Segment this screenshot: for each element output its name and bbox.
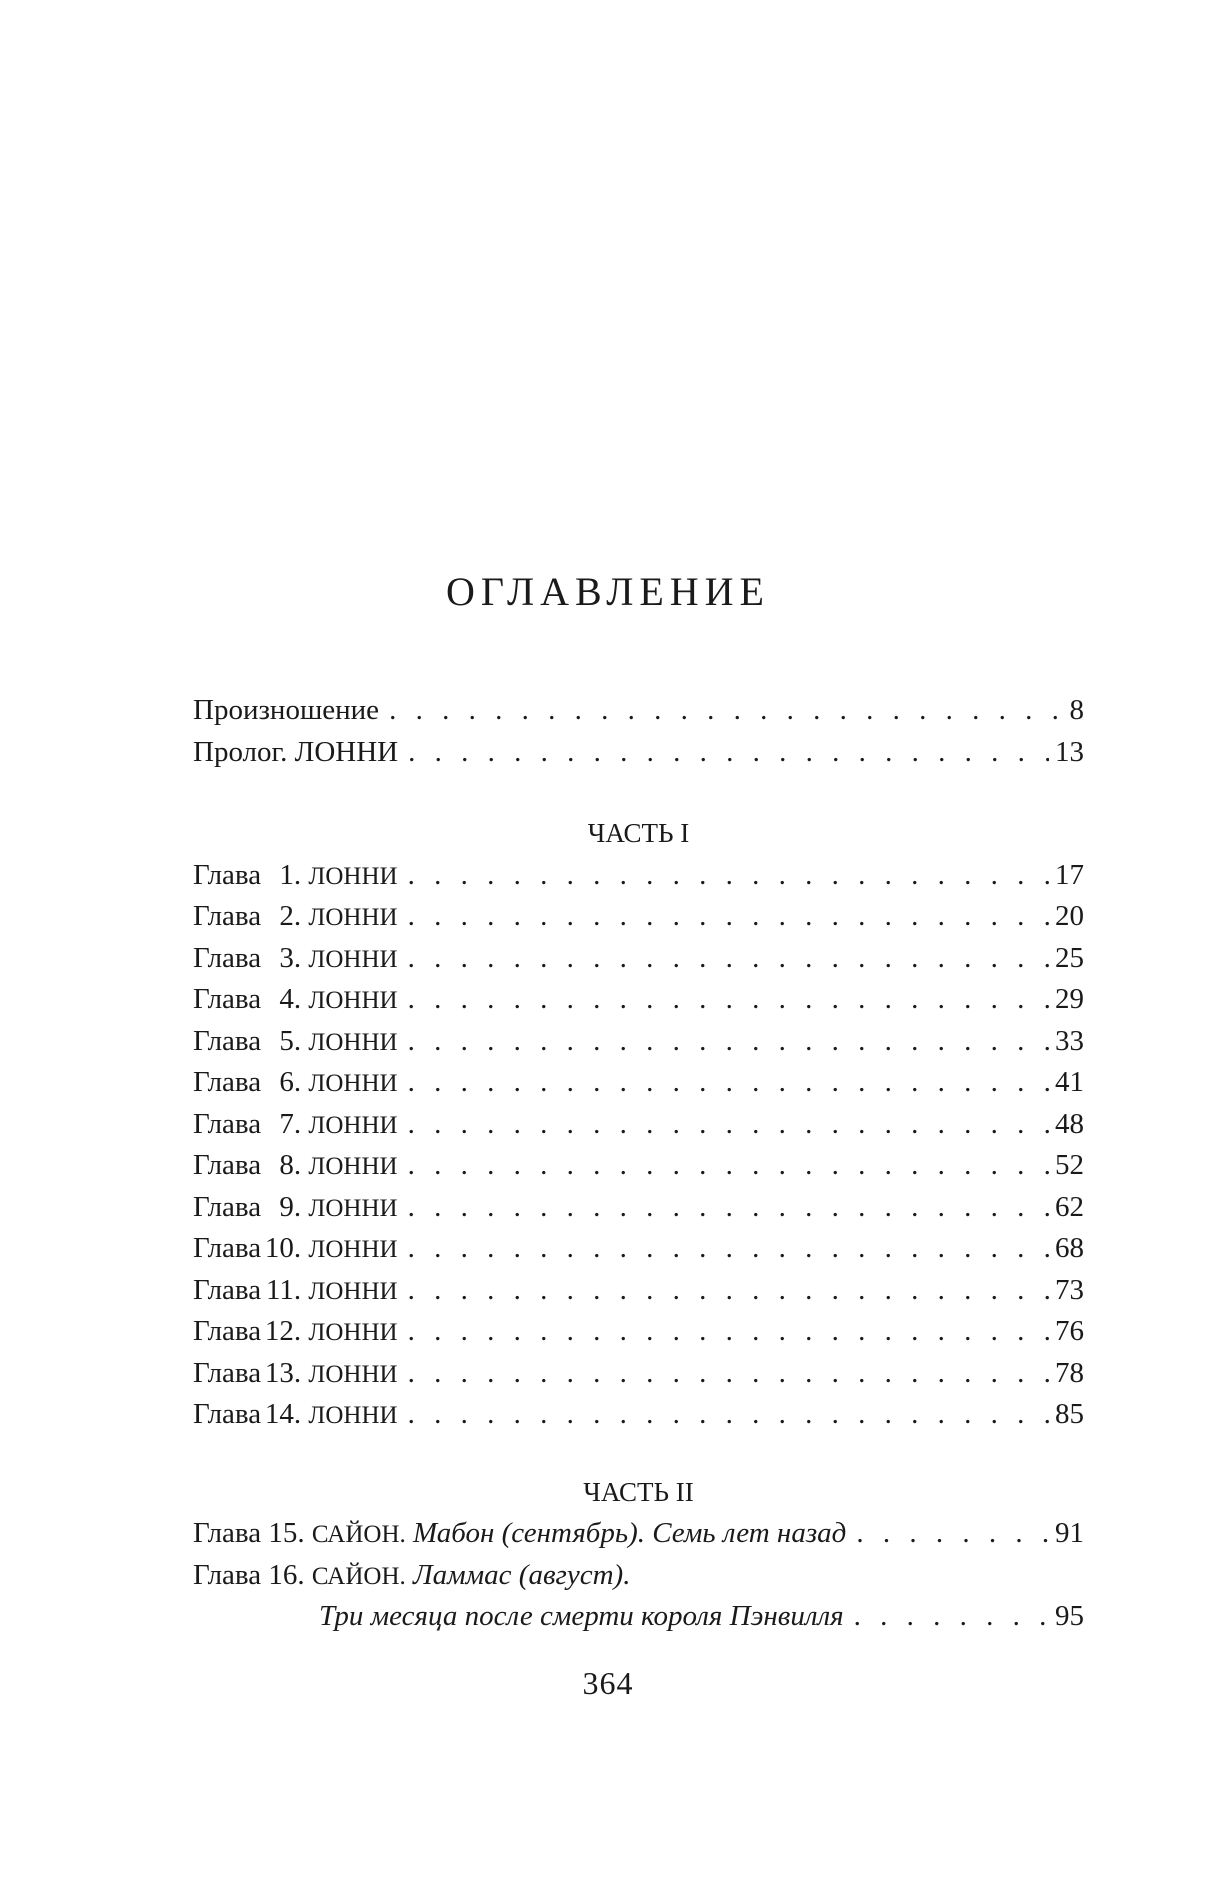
dot-leader bbox=[408, 855, 1049, 897]
toc-entry-chapter-16-continued[interactable] bbox=[193, 1596, 1084, 1638]
toc-entry-chapter[interactable] bbox=[193, 1394, 1084, 1436]
entry-page: 73 bbox=[1055, 1273, 1084, 1306]
chapter-prefix: Глава bbox=[193, 858, 262, 891]
chapter-narrator: ЛОННИ bbox=[308, 1070, 398, 1097]
toc-entry-chapter[interactable] bbox=[193, 1311, 1084, 1353]
chapter-narrator: ЛОННИ bbox=[308, 1277, 398, 1305]
part1-chapter-list bbox=[193, 855, 1084, 1436]
chapter-narrator: ЛОННИ bbox=[308, 904, 398, 931]
toc-entry-pronunciation[interactable] bbox=[193, 690, 1084, 732]
chapter-number: 13. bbox=[264, 1356, 302, 1389]
chapter-number: 10. bbox=[264, 1232, 302, 1264]
entry-page: 91 bbox=[1055, 1517, 1084, 1549]
chapter-prefix: Глава bbox=[193, 1149, 262, 1181]
entry-label bbox=[193, 1228, 398, 1271]
toc-entry-chapter[interactable] bbox=[193, 1145, 1084, 1187]
chapter-narrator: ЛОННИ bbox=[308, 1028, 398, 1056]
chapter-prefix: Глава bbox=[193, 983, 262, 1015]
dot-leader bbox=[408, 979, 1049, 1021]
chapter-number: 5. bbox=[279, 1024, 302, 1057]
dot-leader bbox=[408, 1021, 1049, 1063]
toc-entry-chapter[interactable] bbox=[193, 938, 1084, 980]
chapter-narrator: ЛОННИ bbox=[308, 1360, 398, 1388]
chapter-subtitle: Ламмас (август). bbox=[413, 1558, 631, 1591]
entry-page: 78 bbox=[1055, 1356, 1084, 1389]
toc-entry-chapter[interactable] bbox=[193, 1187, 1084, 1229]
chapter-narrator: САЙОН. bbox=[311, 1562, 406, 1590]
chapter-narrator: ЛОННИ bbox=[308, 1319, 398, 1346]
chapter-number: 2. bbox=[279, 900, 302, 932]
dot-leader bbox=[408, 938, 1049, 980]
chapter-subtitle: Мабон (сентябрь). Семь лет назад bbox=[413, 1517, 847, 1549]
chapter-prefix: Глава bbox=[193, 1107, 262, 1140]
dot-leader bbox=[408, 1228, 1049, 1270]
toc-entry-chapter-16[interactable] bbox=[193, 1555, 1084, 1597]
dot-leader bbox=[408, 732, 1049, 774]
chapter-prefix: Глава 15. bbox=[193, 1517, 305, 1549]
chapter-prefix: Глава bbox=[193, 1066, 262, 1098]
toc-entry-prologue[interactable] bbox=[193, 732, 1084, 774]
entry-label bbox=[193, 1311, 398, 1354]
chapter-prefix: Глава bbox=[193, 1024, 262, 1057]
chapter-narrator: САЙОН. bbox=[311, 1521, 406, 1548]
entry-label bbox=[193, 1513, 846, 1556]
chapter-narrator: ЛОННИ bbox=[308, 987, 398, 1014]
dot-leader bbox=[408, 896, 1049, 938]
chapter-number: 3. bbox=[279, 941, 302, 974]
entry-page: 95 bbox=[1055, 1600, 1084, 1632]
chapter-narrator: ЛОННИ bbox=[308, 862, 398, 890]
entry-page: 20 bbox=[1055, 900, 1084, 932]
part-heading: ЧАСТЬ II bbox=[583, 1476, 694, 1507]
chapter-number: 4. bbox=[279, 983, 302, 1015]
toc-entry-chapter[interactable] bbox=[193, 979, 1084, 1021]
chapter-number: 7. bbox=[279, 1107, 302, 1140]
spacer bbox=[193, 1436, 1084, 1472]
entry-label: Пролог. ЛОННИ bbox=[193, 735, 399, 768]
dot-leader bbox=[408, 1270, 1049, 1312]
chapter-narrator: ЛОННИ bbox=[308, 945, 398, 973]
entry-page: 48 bbox=[1055, 1107, 1084, 1140]
entry-label bbox=[193, 938, 398, 981]
chapter-prefix: Глава bbox=[193, 1356, 262, 1389]
dot-leader bbox=[408, 1104, 1049, 1146]
chapter-number: 11. bbox=[265, 1273, 302, 1306]
entry-label bbox=[193, 1555, 630, 1598]
toc-entry-chapter[interactable] bbox=[193, 896, 1084, 938]
toc-heading: ОГЛАВЛЕНИЕ bbox=[446, 569, 770, 614]
entry-label bbox=[193, 1353, 398, 1396]
chapter-narrator: ЛОННИ bbox=[308, 1153, 398, 1180]
dot-leader bbox=[408, 1353, 1049, 1395]
toc-entry-chapter[interactable] bbox=[193, 1104, 1084, 1146]
entry-label bbox=[193, 855, 398, 898]
entry-label: Произношение bbox=[193, 694, 380, 726]
entry-page: 85 bbox=[1055, 1398, 1084, 1430]
chapter-narrator: ЛОННИ bbox=[308, 1402, 398, 1429]
toc-entry-chapter[interactable] bbox=[193, 1228, 1084, 1270]
entry-page: 76 bbox=[1055, 1315, 1084, 1347]
dot-leader bbox=[856, 1513, 1049, 1555]
part-heading: ЧАСТЬ I bbox=[587, 818, 690, 848]
chapter-number: 12. bbox=[264, 1315, 302, 1347]
spacer bbox=[193, 773, 1084, 813]
entry-label bbox=[193, 1062, 398, 1105]
entry-label bbox=[193, 979, 398, 1022]
toc-entry-chapter[interactable] bbox=[193, 1021, 1084, 1063]
chapter-prefix: Глава bbox=[193, 1190, 262, 1223]
dot-leader bbox=[408, 1311, 1049, 1353]
chapter-number: 14. bbox=[264, 1398, 302, 1430]
toc-entry-chapter-15[interactable] bbox=[193, 1513, 1084, 1555]
entry-page: 29 bbox=[1055, 983, 1084, 1015]
chapter-prefix: Глава bbox=[193, 1315, 262, 1347]
entry-page: 68 bbox=[1055, 1232, 1084, 1264]
entry-label bbox=[193, 1394, 398, 1437]
entry-page: 17 bbox=[1055, 858, 1084, 891]
chapter-narrator: ЛОННИ bbox=[308, 1111, 398, 1139]
entry-page: 41 bbox=[1055, 1066, 1084, 1098]
entry-page: 8 bbox=[1069, 694, 1084, 726]
toc-entry-chapter[interactable] bbox=[193, 1353, 1084, 1395]
entry-label bbox=[193, 1021, 398, 1064]
chapter-prefix: Глава bbox=[193, 1273, 262, 1306]
chapter-narrator: ЛОННИ bbox=[308, 1236, 398, 1263]
dot-leader bbox=[408, 1394, 1049, 1436]
toc-entry-chapter[interactable] bbox=[193, 855, 1084, 897]
page-number: 364 bbox=[582, 1665, 634, 1701]
chapter-number: 1. bbox=[279, 858, 302, 891]
chapter-number: 8. bbox=[279, 1149, 302, 1181]
entry-label bbox=[193, 896, 398, 939]
entry-page: 52 bbox=[1055, 1149, 1084, 1181]
chapter-prefix: Глава 16. bbox=[193, 1558, 305, 1591]
entry-label bbox=[193, 1270, 398, 1313]
toc-entry-chapter[interactable] bbox=[193, 1062, 1084, 1104]
dot-leader bbox=[408, 1145, 1049, 1187]
entry-page: 62 bbox=[1055, 1190, 1084, 1223]
chapter-number: 6. bbox=[279, 1066, 302, 1098]
chapter-prefix: Глава bbox=[193, 941, 262, 974]
entry-page: 33 bbox=[1055, 1024, 1084, 1057]
dot-leader bbox=[854, 1596, 1049, 1638]
table-of-contents bbox=[193, 690, 1084, 1638]
chapter-number: 9. bbox=[279, 1190, 302, 1223]
toc-entry-chapter[interactable] bbox=[193, 1270, 1084, 1312]
chapter-prefix: Глава bbox=[193, 900, 262, 932]
dot-leader bbox=[389, 690, 1063, 732]
dot-leader bbox=[408, 1187, 1049, 1229]
entry-label bbox=[193, 1187, 398, 1230]
chapter-prefix: Глава bbox=[193, 1398, 262, 1430]
chapter-prefix: Глава bbox=[193, 1232, 262, 1264]
chapter-narrator: ЛОННИ bbox=[308, 1194, 398, 1222]
entry-page: 13 bbox=[1055, 735, 1084, 768]
dot-leader bbox=[408, 1062, 1049, 1104]
chapter-subtitle-continued: Три месяца после смерти короля Пэнвилля bbox=[319, 1600, 844, 1632]
entry-label bbox=[193, 1104, 398, 1147]
entry-page: 25 bbox=[1055, 941, 1084, 974]
entry-label bbox=[193, 1145, 398, 1188]
